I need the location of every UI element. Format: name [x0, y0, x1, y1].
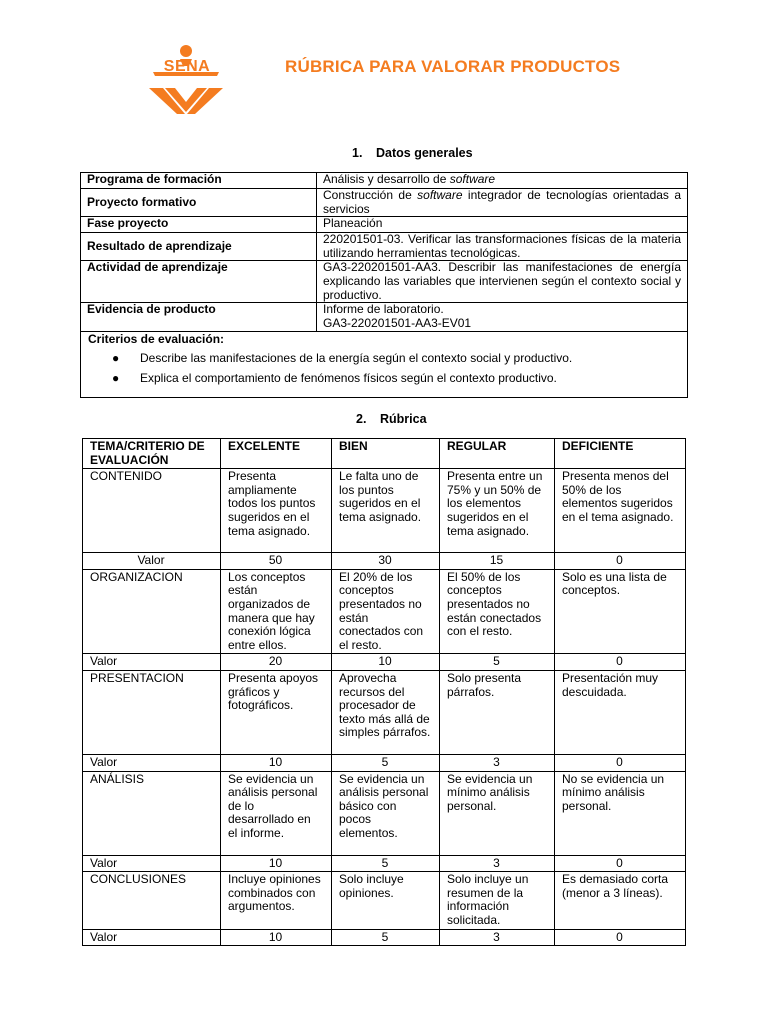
- criterion-name: CONTENIDO: [83, 469, 221, 553]
- valor-row: [83, 553, 686, 570]
- valor-cell: 3: [440, 754, 555, 771]
- section-1-heading: [352, 146, 473, 160]
- valor-cell: 10: [332, 654, 440, 671]
- row-value: Informe de laboratorio. GA3-220201501-AA3-EV01: [317, 303, 688, 331]
- table-row: [81, 217, 688, 233]
- sena-logo-icon: [145, 44, 227, 116]
- table-row: [83, 469, 686, 553]
- valor-cell: 10: [221, 929, 332, 946]
- rubric-cell: Los conceptos están organizados de manera que hay conexión lógica entre ellos.: [221, 569, 332, 654]
- valor-cell: 15: [440, 553, 555, 570]
- valor-label: Valor: [83, 855, 221, 872]
- row-label: Fase proyecto: [81, 217, 317, 233]
- rubric-cell: Solo presenta párrafos.: [440, 670, 555, 754]
- table-row: [83, 771, 686, 855]
- rubric-cell: Solo incluye opiniones.: [332, 872, 440, 929]
- criterion-name: ANÁLISIS: [83, 771, 221, 855]
- row-label: Evidencia de producto: [81, 303, 317, 331]
- valor-cell: 5: [440, 654, 555, 671]
- table-row: [81, 233, 688, 261]
- row-label: Programa de formación: [81, 173, 317, 189]
- header-regular: REGULAR: [440, 439, 555, 469]
- rubric-header-row: [83, 439, 686, 469]
- table-row: [83, 569, 686, 654]
- general-data-table: [80, 172, 688, 398]
- valor-label: Valor: [83, 929, 221, 946]
- valor-label: Valor: [83, 654, 221, 671]
- criteria-title: Criterios de evaluación:: [88, 331, 225, 346]
- valor-cell: 0: [555, 929, 686, 946]
- criteria-cell: [81, 331, 688, 398]
- valor-cell: 3: [440, 929, 555, 946]
- section-1-title: Datos generales: [376, 146, 473, 160]
- criteria-row: [81, 331, 688, 398]
- valor-label: Valor: [83, 553, 221, 570]
- table-row: [83, 670, 686, 754]
- section-2-number: 2.: [356, 412, 367, 426]
- rubric-cell: Presentación muy descuidada.: [555, 670, 686, 754]
- valor-cell: 5: [332, 929, 440, 946]
- row-value: GA3-220201501-AA3. Describir las manifestaciones de energía explicando las variables que intervienen según el contexto social y productivo.: [317, 261, 688, 303]
- bullet-icon: ●: [112, 351, 120, 366]
- valor-cell: 5: [332, 754, 440, 771]
- row-value: Construcción de software integrador de tecnologías orientadas a servicios: [317, 189, 688, 217]
- rubric-cell: Presenta apoyos gráficos y fotográficos.: [221, 670, 332, 754]
- section-1-number: 1.: [352, 146, 363, 160]
- header-excelente: EXCELENTE: [221, 439, 332, 469]
- valor-cell: 0: [555, 754, 686, 771]
- rubric-cell: Presenta ampliamente todos los puntos sugeridos en el tema asignado.: [221, 469, 332, 553]
- row-label: Resultado de aprendizaje: [81, 233, 317, 261]
- valor-row: [83, 929, 686, 946]
- rubric-cell: No se evidencia un mínimo análisis personal.: [555, 771, 686, 855]
- table-row: [83, 872, 686, 929]
- rubric-cell: El 20% de los conceptos presentados no están conectados con el resto.: [332, 569, 440, 654]
- valor-cell: 0: [555, 654, 686, 671]
- valor-row: [83, 855, 686, 872]
- criterion-name: CONCLUSIONES: [83, 872, 221, 929]
- valor-row: [83, 754, 686, 771]
- criterion-name: ORGANIZACION: [83, 569, 221, 654]
- table-row: [81, 303, 688, 331]
- list-item: ● Describe las manifestaciones de la energía según el contexto social y productivo.: [112, 351, 573, 366]
- list-item: ● Explica el comportamiento de fenómenos físicos según el contexto productivo.: [112, 370, 557, 385]
- header-criterion: TEMA/CRITERIO DE EVALUACIÓN: [83, 439, 221, 469]
- valor-cell: 10: [221, 754, 332, 771]
- valor-label: Valor: [83, 754, 221, 771]
- rubric-cell: El 50% de los conceptos presentados no están conectados con el resto.: [440, 569, 555, 654]
- table-row: [81, 173, 688, 189]
- criteria-list: [88, 352, 680, 385]
- row-value: Análisis y desarrollo de software: [317, 173, 688, 189]
- header-deficiente: DEFICIENTE: [555, 439, 686, 469]
- valor-cell: 20: [221, 654, 332, 671]
- rubric-cell: Le falta uno de los puntos sugeridos en el tema asignado.: [332, 469, 440, 553]
- header-bien: BIEN: [332, 439, 440, 469]
- rubric-table: [82, 438, 686, 946]
- row-label: Proyecto formativo: [81, 189, 317, 217]
- rubric-cell: Presenta menos del 50% de los elementos sugeridos en el tema asignado.: [555, 469, 686, 553]
- valor-cell: 0: [555, 855, 686, 872]
- rubric-cell: Se evidencia un análisis personal básico con pocos elementos.: [332, 771, 440, 855]
- valor-cell: 10: [221, 855, 332, 872]
- row-value: Planeación: [317, 217, 688, 233]
- rubric-cell: Solo incluye un resumen de la información solicitada.: [440, 872, 555, 929]
- logo-text: SENA: [163, 58, 211, 75]
- rubric-cell: Aprovecha recursos del procesador de texto más allá de simples párrafos.: [332, 670, 440, 754]
- rubric-cell: Incluye opiniones combinados con argumentos.: [221, 872, 332, 929]
- valor-cell: 3: [440, 855, 555, 872]
- rubric-cell: Presenta entre un 75% y un 50% de los elementos sugeridos en el tema asignado.: [440, 469, 555, 553]
- valor-cell: 50: [221, 553, 332, 570]
- valor-cell: 0: [555, 553, 686, 570]
- criterion-name: PRESENTACION: [83, 670, 221, 754]
- bullet-icon: ●: [112, 370, 120, 385]
- table-row: [81, 261, 688, 303]
- row-label: Actividad de aprendizaje: [81, 261, 317, 303]
- rubric-cell: Solo es una lista de conceptos.: [555, 569, 686, 654]
- table-row: [81, 189, 688, 217]
- valor-cell: 5: [332, 855, 440, 872]
- section-2-heading: [356, 412, 427, 426]
- rubric-cell: Es demasiado corta (menor a 3 líneas).: [555, 872, 686, 929]
- valor-cell: 30: [332, 553, 440, 570]
- valor-row: [83, 654, 686, 671]
- row-value: 220201501-03. Verificar las transformaciones físicas de la materia utilizando herramientas tecnológicas.: [317, 233, 688, 261]
- rubric-cell: Se evidencia un análisis personal de lo desarrollado en el informe.: [221, 771, 332, 855]
- document-title: RÚBRICA PARA VALORAR PRODUCTOS: [285, 57, 621, 76]
- section-2-title: Rúbrica: [380, 412, 427, 426]
- rubric-cell: Se evidencia un mínimo análisis personal.: [440, 771, 555, 855]
